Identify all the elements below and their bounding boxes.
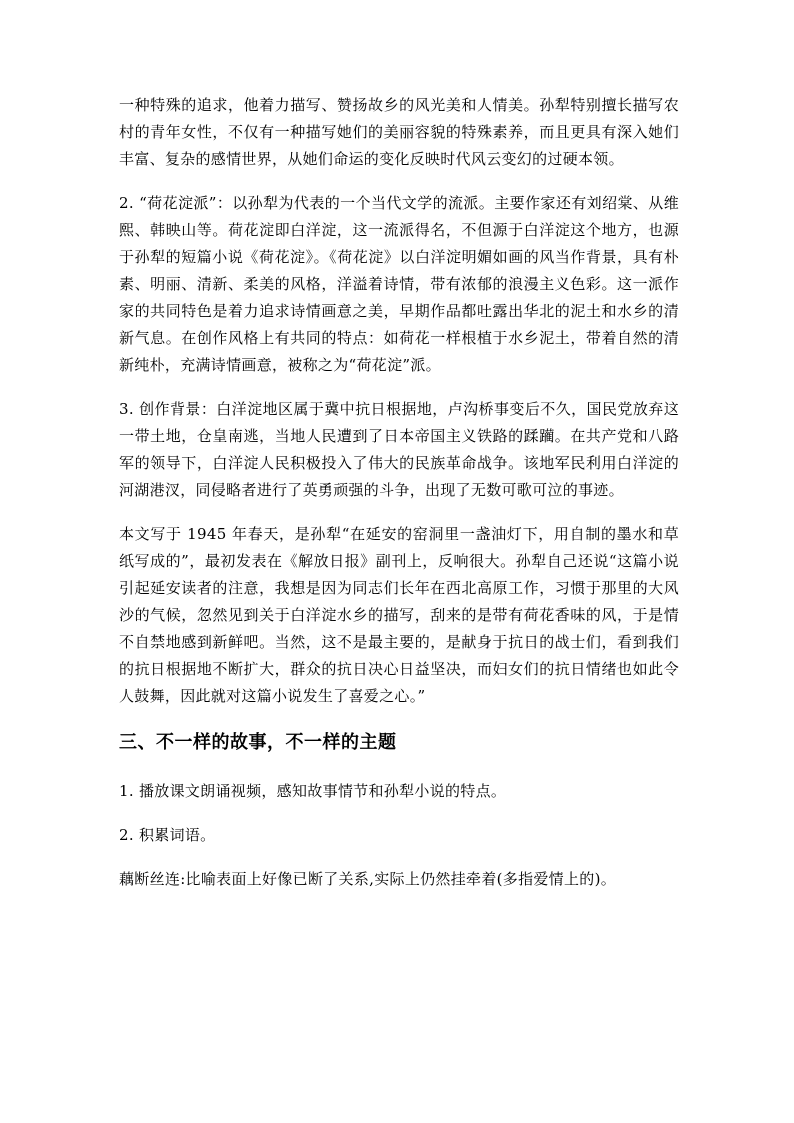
spacer: [119, 849, 679, 866]
vocabulary-definition: 藕断丝连:比喻表面上好像已断了关系,实际上仍然挂牵着(多指爱情上的)。: [119, 870, 617, 888]
spacer: [119, 758, 679, 778]
section-heading: 三、不一样的故事，不一样的主题: [119, 732, 397, 753]
paragraph-writing-history: 本文写于 1945 年春天，是孙犁“在延安的窑洞里一盏油灯下，用自制的墨水和草纸写成的”，最初发表在《解放日报》副刊上，反响很大。孙犁自己还说“这篇小说引起延安读者的注意，我想是因为同志们长年在西北高原工作，习惯于那里的大风沙的气候，忽然见到关于白洋淀水乡的描写，刮来的是带有荷花香味的风，于是情不自禁地感到新鲜吧。当然，这不是最主要的，是献身于抗日的战士们，看到我们的抗日根据地不断扩大，群众的抗日决心日益坚决，而妇女们的抗日情绪也如此令人鼓舞，因此就对这篇小说发生了喜爱之心。”: [119, 525, 679, 705]
spacer: [119, 710, 679, 728]
document-page: [119, 92, 679, 893]
paragraph-hehuadian-school: 2. “荷花淀派”：以孙犁为代表的一个当代文学的流派。主要作家还有刘绍棠、从维熙、韩映山等。荷花淀即白洋淀，这一流派得名，不但源于白洋淀这个地方，也源于孙犁的短篇小说《荷花淀》。《荷花淀》以白洋淀明媚如画的风当作背景，具有朴素、明丽、清新、柔美的风格，洋溢着诗情，带有浓郁的浪漫主义色彩。这一派作家的共同特色是着力追求诗情画意之美，早期作品都吐露出华北的泥土和水乡的清新气息。在创作风格上有共同的特点：如荷花一样根植于水乡泥土，带着自然的清新纯朴，充满诗情画意，被称之为“荷花淀”派。: [119, 194, 679, 374]
paragraph-background: 3. 创作背景：白洋淀地区属于冀中抗日根据地，卢沟桥事变后不久，国民党放弃这一带土地，仓皇南逃，当地人民遭到了日本帝国主义铁路的蹂躏。在共产党和八路军的领导下，白洋淀人民积极投入了伟大的民族革命战争。该地军民利用白洋淀的河湖港汊，同侵略者进行了英勇顽强的斗争，出现了无数可歌可泣的事迹。: [119, 400, 679, 499]
spacer: [119, 805, 679, 822]
paragraph-author-style: 一种特殊的追求，他着力描写、赞扬故乡的风光美和人情美。孙犁特别擅长描写农村的青年女性，不仅有一种描写她们的美丽容貌的特殊素养，而且更具有深入她们丰富、复杂的感情世界，从她们命运的变化反映时代风云变幻的过硬本领。: [119, 96, 679, 168]
spacer: [119, 504, 679, 521]
list-item-video: 1. 播放课文朗诵视频，感知故事情节和孙犁小说的特点。: [119, 782, 507, 800]
spacer: [119, 379, 679, 396]
spacer: [119, 173, 679, 190]
list-item-vocabulary: 2. 积累词语。: [119, 826, 216, 844]
